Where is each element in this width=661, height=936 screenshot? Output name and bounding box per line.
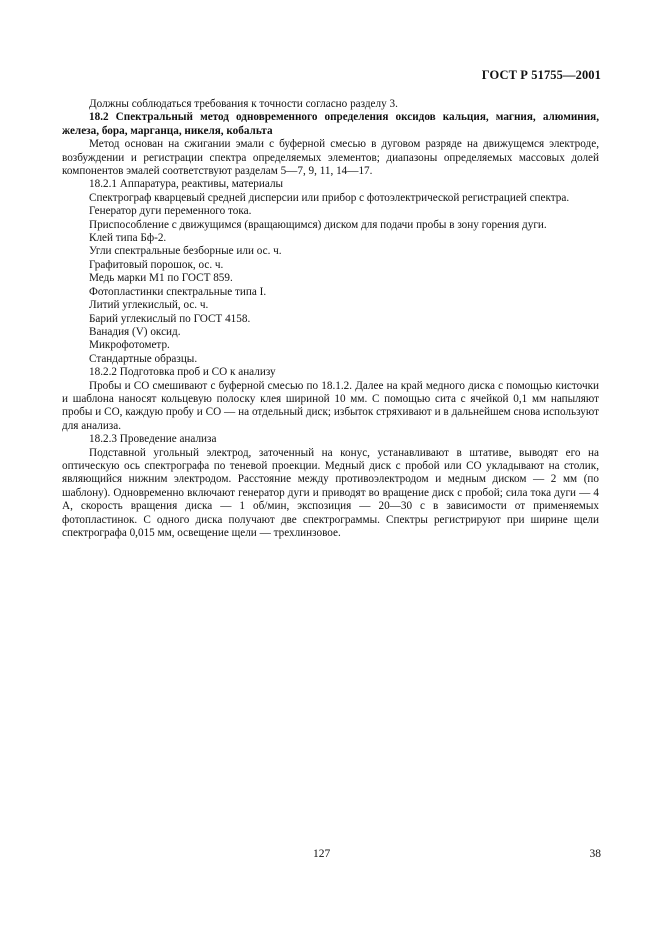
list-item: Генератор дуги переменного тока. <box>89 205 252 218</box>
list-item: Ванадия (V) оксид. <box>89 325 181 338</box>
sample-preparation-text: Пробы и СО смешивают с буферной смесью по 18.1.2. Далее на край медного диска с помощью кисточки и шаблона наносят кольцевую полоску клея шириной 10 мм. С помощью сита с ячейкой 0,1 мм напыляют пробы и СО, каждую пробу и СО — на отдельный диск; избыток стряхивают и в дальнейшем снова используют для анализа. <box>62 379 599 432</box>
list-item: Микрофотометр. <box>89 339 170 352</box>
list-item: Клей типа Бф-2. <box>89 232 167 245</box>
list-item: Спектрограф кварцевый средней дисперсии или прибор с фотоэлектрической регистрацией спектра. <box>89 191 570 204</box>
analysis-procedure-text: Подставной угольный электрод, заточенный на конус, устанавливают в штативе, выводят его на оптическую ось спектрографа по теневой проекции. Медный диск с пробой или СО укладывают на столик, являющийся нижним электродом. Расстояние между противоэлектродом и медным диском — 2 мм (по шаблону). Одновременно включают генератор дуги и приводят во вращение диск с пробой; сила тока дуги — 4 А, скорость вращения диска — 1 об/мин, экспозиция — 20—30 с в зависимости от применяемых фотопластинок. С одного диска получают две спектрограммы. Спектры регистрируют при ширине щели спектрографа 0,015 мм, освещение щели — трехлинзовое. <box>62 446 599 539</box>
list-item: Медь марки М1 по ГОСТ 859. <box>89 272 233 285</box>
list-item: Фотопластинки спектральные типа I. <box>89 285 267 298</box>
document-body <box>62 98 599 540</box>
page-number: 127 <box>313 848 331 860</box>
list-item: Графитовый порошок, ос. ч. <box>89 258 224 271</box>
subsection-heading-18-2-1: 18.2.1 Аппаратура, реактивы, материалы <box>89 178 284 191</box>
list-item: Стандартные образцы. <box>89 352 198 365</box>
section-heading-18-2: 18.2 Спектральный метод одновременного определения оксидов кальция, магния, алюминия, железа, бора, марганца, никеля, кобальта <box>62 111 599 137</box>
document-header-id: ГОСТ Р 51755—2001 <box>481 68 601 82</box>
list-item: Приспособление с движущимся (вращающимся) диском для подачи пробы в зону горения дуги. <box>89 218 547 231</box>
list-item: Угли спектральные безборные или ос. ч. <box>89 245 282 258</box>
subsection-heading-18-2-3: 18.2.3 Проведение анализа <box>89 433 217 446</box>
sheet-number: 38 <box>589 848 601 860</box>
list-item: Литий углекислый, ос. ч. <box>89 299 209 312</box>
list-item: Барий углекислый по ГОСТ 4158. <box>89 312 251 325</box>
subsection-heading-18-2-2: 18.2.2 Подготовка проб и СО к анализу <box>89 366 276 379</box>
accuracy-requirement: Должны соблюдаться требования к точности согласно разделу 3. <box>89 98 398 110</box>
method-description: Метод основан на сжигании эмали с буферной смесью в дуговом разряде на движущемся электроде, возбуждении и регистрации спектра определяемых элементов; диапазоны определяемых массовых долей компонентов эмалей соответствуют разделам 5—7, 9, 11, 14—17. <box>62 138 599 178</box>
